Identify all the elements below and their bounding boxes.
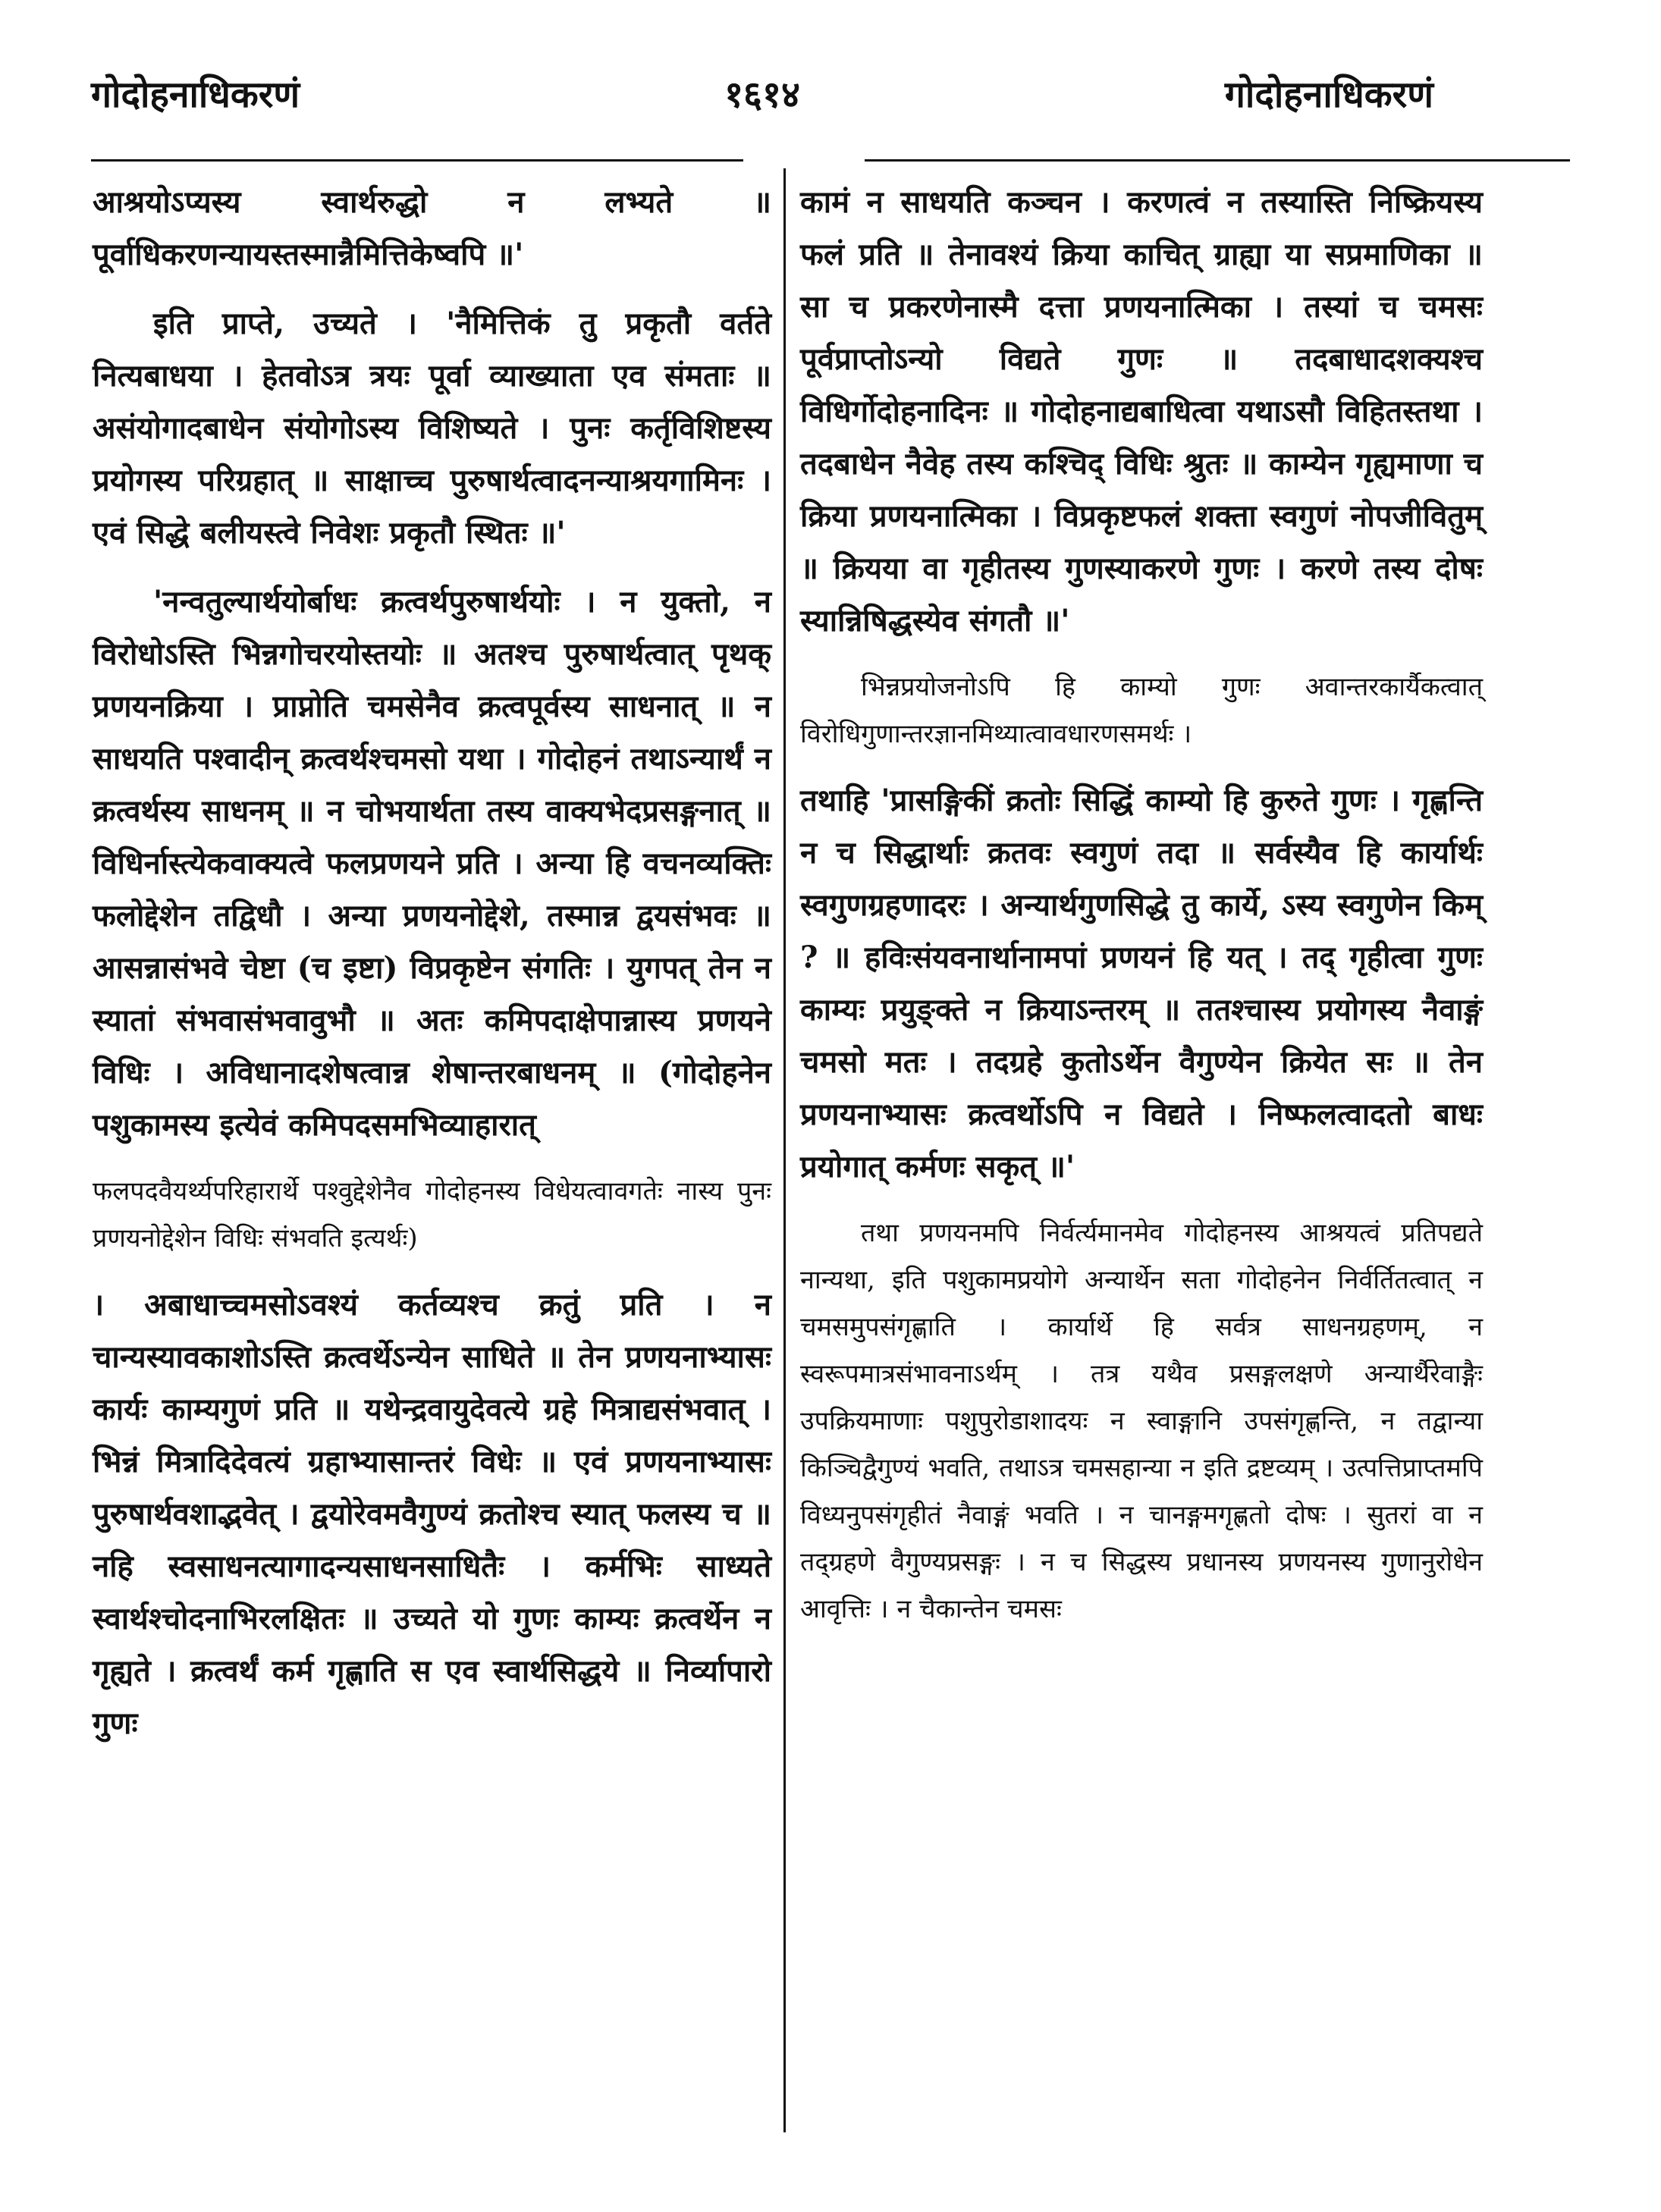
header-rule-left [91, 159, 743, 162]
page-number: १६१४ [724, 74, 800, 116]
running-title-right: गोदोहनाधिकरणं [1224, 74, 1433, 116]
page-header [91, 70, 1433, 146]
verse-paragraph: तथाहि 'प्रासङ्गिकीं क्रतोः सिद्धिं काम्यो हि कुरुते गुणः । गृह्णन्ति न च सिद्धार्थाः क्रतवः स्वगुणं तदा ॥ सर्वस्यैव हि कार्यार्थः स्वगुणग्रहणादरः । अन्यार्थगुणसिद्धे तु कार्ये, ऽस्य स्वगुणेन किम् ? ॥ हविःसंयवनार्थानामपां प्रणयनं हि यत् । तद् गृहीत्वा गुणः काम्यः प्रयुङ्क्ते न क्रियाऽन्तरम् ॥ ततश्चास्य प्रयोगस्य नैवाङ्गं चमसो मतः । तदग्रहे कुतोऽर्थेन वैगुण्येन क्रियेत सः ॥ तेन प्रणयनाभ्यासः क्रत्वर्थोऽपि न विद्यते । निष्फलत्वादतो बाधः प्रयोगात् कर्मणः सकृत् ॥' [800, 783, 1483, 1184]
commentary-paragraph: फलपदवैयर्थ्यपरिहारार्थे पश्वुद्देशेनैव गोदोहनस्य विधेयत्वावगतेः नास्य पुनः प्रणयनोद्देशेन विधिः संभवति इत्यर्थः) [93, 1176, 771, 1253]
right-column [800, 176, 1483, 1649]
commentary-paragraph: तथा प्रणयनमपि निर्वर्त्यमानमेव गोदोहनस्य आश्रयत्वं प्रतिपद्यते नान्यथा, इति पशुकामप्रयोगे अन्यार्थेन सता गोदोहनेन निर्वर्तितत्वात् न चमसमुपसंगृह्णाति । कार्यार्थे हि सर्वत्र साधनग्रहणम्, न स्वरूपमात्रसंभावनाऽर्थम् । तत्र यथैव प्रसङ्गलक्षणे अन्यार्थैरेवाङ्गैः उपक्रियमाणाः पशुपुरोडाशादयः न स्वाङ्गानि उपसंगृह्णन्ति, न तद्वान्या किञ्चिद्वैगुण्यं भवति, तथाऽत्र चमसहान्या न इति द्रष्टव्यम् । उत्पत्तिप्राप्तमपि विध्यनुपसंगृहीतं नैवाङ्गं भवति । न चानङ्गमगृह्णतो दोषः । सुतरां वा न तद्ग्रहणे वैगुण्यप्रसङ्गः । न च सिद्धस्य प्रधानस्य प्रणयनस्य गुणानुरोधेन आवृत्तिः । न चैकान्तेन चमसः [800, 1218, 1483, 1624]
verse-paragraph: आश्रयोऽप्यस्य स्वार्थरुद्धो न लभ्यते ॥ पूर्वाधिकरणन्यायस्तस्मान्नैमित्तिकेष्वपि ॥' [93, 184, 771, 272]
commentary-paragraph: भिन्नप्रयोजनोऽपि हि काम्यो गुणः अवान्तरकार्यैकत्वात् विरोधिगुणान्तरज्ञानमिथ्यात्वावधारणसमर्थः । [800, 672, 1483, 749]
verse-paragraph: कामं न साधयति कञ्चन । करणत्वं न तस्यास्ति निष्क्रियस्य फलं प्रति ॥ तेनावश्यं क्रिया काचित् ग्राह्या या सप्रमाणिका ॥ सा च प्रकरणेनास्मै दत्ता प्रणयनात्मिका । तस्यां च चमसः पूर्वप्राप्तोऽन्यो विद्यते गुणः ॥ तदबाधादशक्यश्च विधिर्गोदोहनादिनः ॥ गोदोहनाद्यबाधित्वा यथाऽसौ विहितस्तथा । तदबाधेन नैवेह तस्य कश्चिद् विधिः श्रुतः ॥ काम्येन गृह्यमाणा च क्रिया प्रणयनात्मिका । विप्रकृष्टफलं शक्ता स्वगुणं नोपजीवितुम् ॥ क्रियया वा गृहीतस्य गुणस्याकरणे गुणः । करणे तस्य दोषः स्यान्निषिद्धस्येव संगतौ ॥' [800, 184, 1483, 638]
verse-paragraph: 'नन्वतुल्यार्थयोर्बाधः क्रत्वर्थपुरुषार्थयोः । न युक्तो, न विरोधोऽस्ति भिन्नगोचरयोस्तयोः ॥ अतश्च पुरुषार्थत्वात् पृथक् प्रणयनक्रिया । प्राप्नोति चमसेनैव क्रत्वपूर्वस्य साधनात् ॥ न साधयति पश्वादीन् क्रत्वर्थश्चमसो यथा । गोदोहनं तथाऽन्यार्थं न क्रत्वर्थस्य साधनम् ॥ न चोभयार्थता तस्य वाक्यभेदप्रसङ्गनात् ॥ विधिर्नास्त्येकवाक्यत्वे फलप्रणयने प्रति । अन्या हि वचनव्यक्तिः फलोद्देशेन तद्विधौ । अन्या प्रणयनोद्देशे, तस्मान्न द्वयसंभवः ॥ आसन्नासंभवे चेष्टा (च इष्टा) विप्रकृष्टेन संगतिः । युगपत् तेन न स्यातां संभवासंभवावुभौ ॥ अतः कमिपदाक्षेपान्नास्य प्रणयने विधिः । अविधानादशेषत्वान्न शेषान्तरबाधनम् ॥ (गोदोहनेन पशुकामस्य इत्येवं कमिपदसमभिव्याहारात् [93, 584, 771, 1143]
left-column [93, 176, 771, 1766]
header-rule-right [865, 159, 1570, 162]
column-divider [783, 168, 786, 2132]
running-title-left: गोदोहनाधिकरणं [91, 74, 300, 116]
verse-paragraph: । अबाधाच्चमसोऽवश्यं कर्तव्यश्च क्रतुं प्रति । न चान्यस्यावकाशोऽस्ति क्रत्वर्थेऽन्येन साधिते ॥ तेन प्रणयनाभ्यासः कार्यः काम्यगुणं प्रति ॥ यथेन्द्रवायुदेवत्ये ग्रहे मित्राद्यसंभवात् । भिन्नं मित्रादिदेवत्यं ग्रहाभ्यासान्तरं विधेः ॥ एवं प्रणयनाभ्यासः पुरुषार्थवशाद्भवेत् । द्वयोरेवमवैगुण्यं क्रतोश्च स्यात् फलस्य च ॥ नहि स्वसाधनत्यागादन्यसाधनसाधितैः । कर्मभिः साध्यते स्वार्थश्चोदनाभिरलक्षितः ॥ उच्यते यो गुणः काम्यः क्रत्वर्थेन न गृह्यते । क्रत्वर्थं कर्म गृह्णाति स एव स्वार्थसिद्धये ॥ निर्व्यापारो गुणः [93, 1287, 771, 1741]
verse-paragraph: इति प्राप्ते, उच्यते । 'नैमित्तिकं तु प्रकृतौ वर्तते नित्यबाधया । हेतवोऽत्र त्रयः पूर्वा व्याख्याता एव संमताः ॥ असंयोगादबाधेन संयोगोऽस्य विशिष्यते । पुनः कर्तृविशिष्टस्य प्रयोगस्य परिग्रहात् ॥ साक्षाच्च पुरुषार्थत्वादनन्याश्रयगामिनः । एवं सिद्धे बलीयस्त्वे निवेशः प्रकृतौ स्थितः ॥' [93, 306, 771, 551]
